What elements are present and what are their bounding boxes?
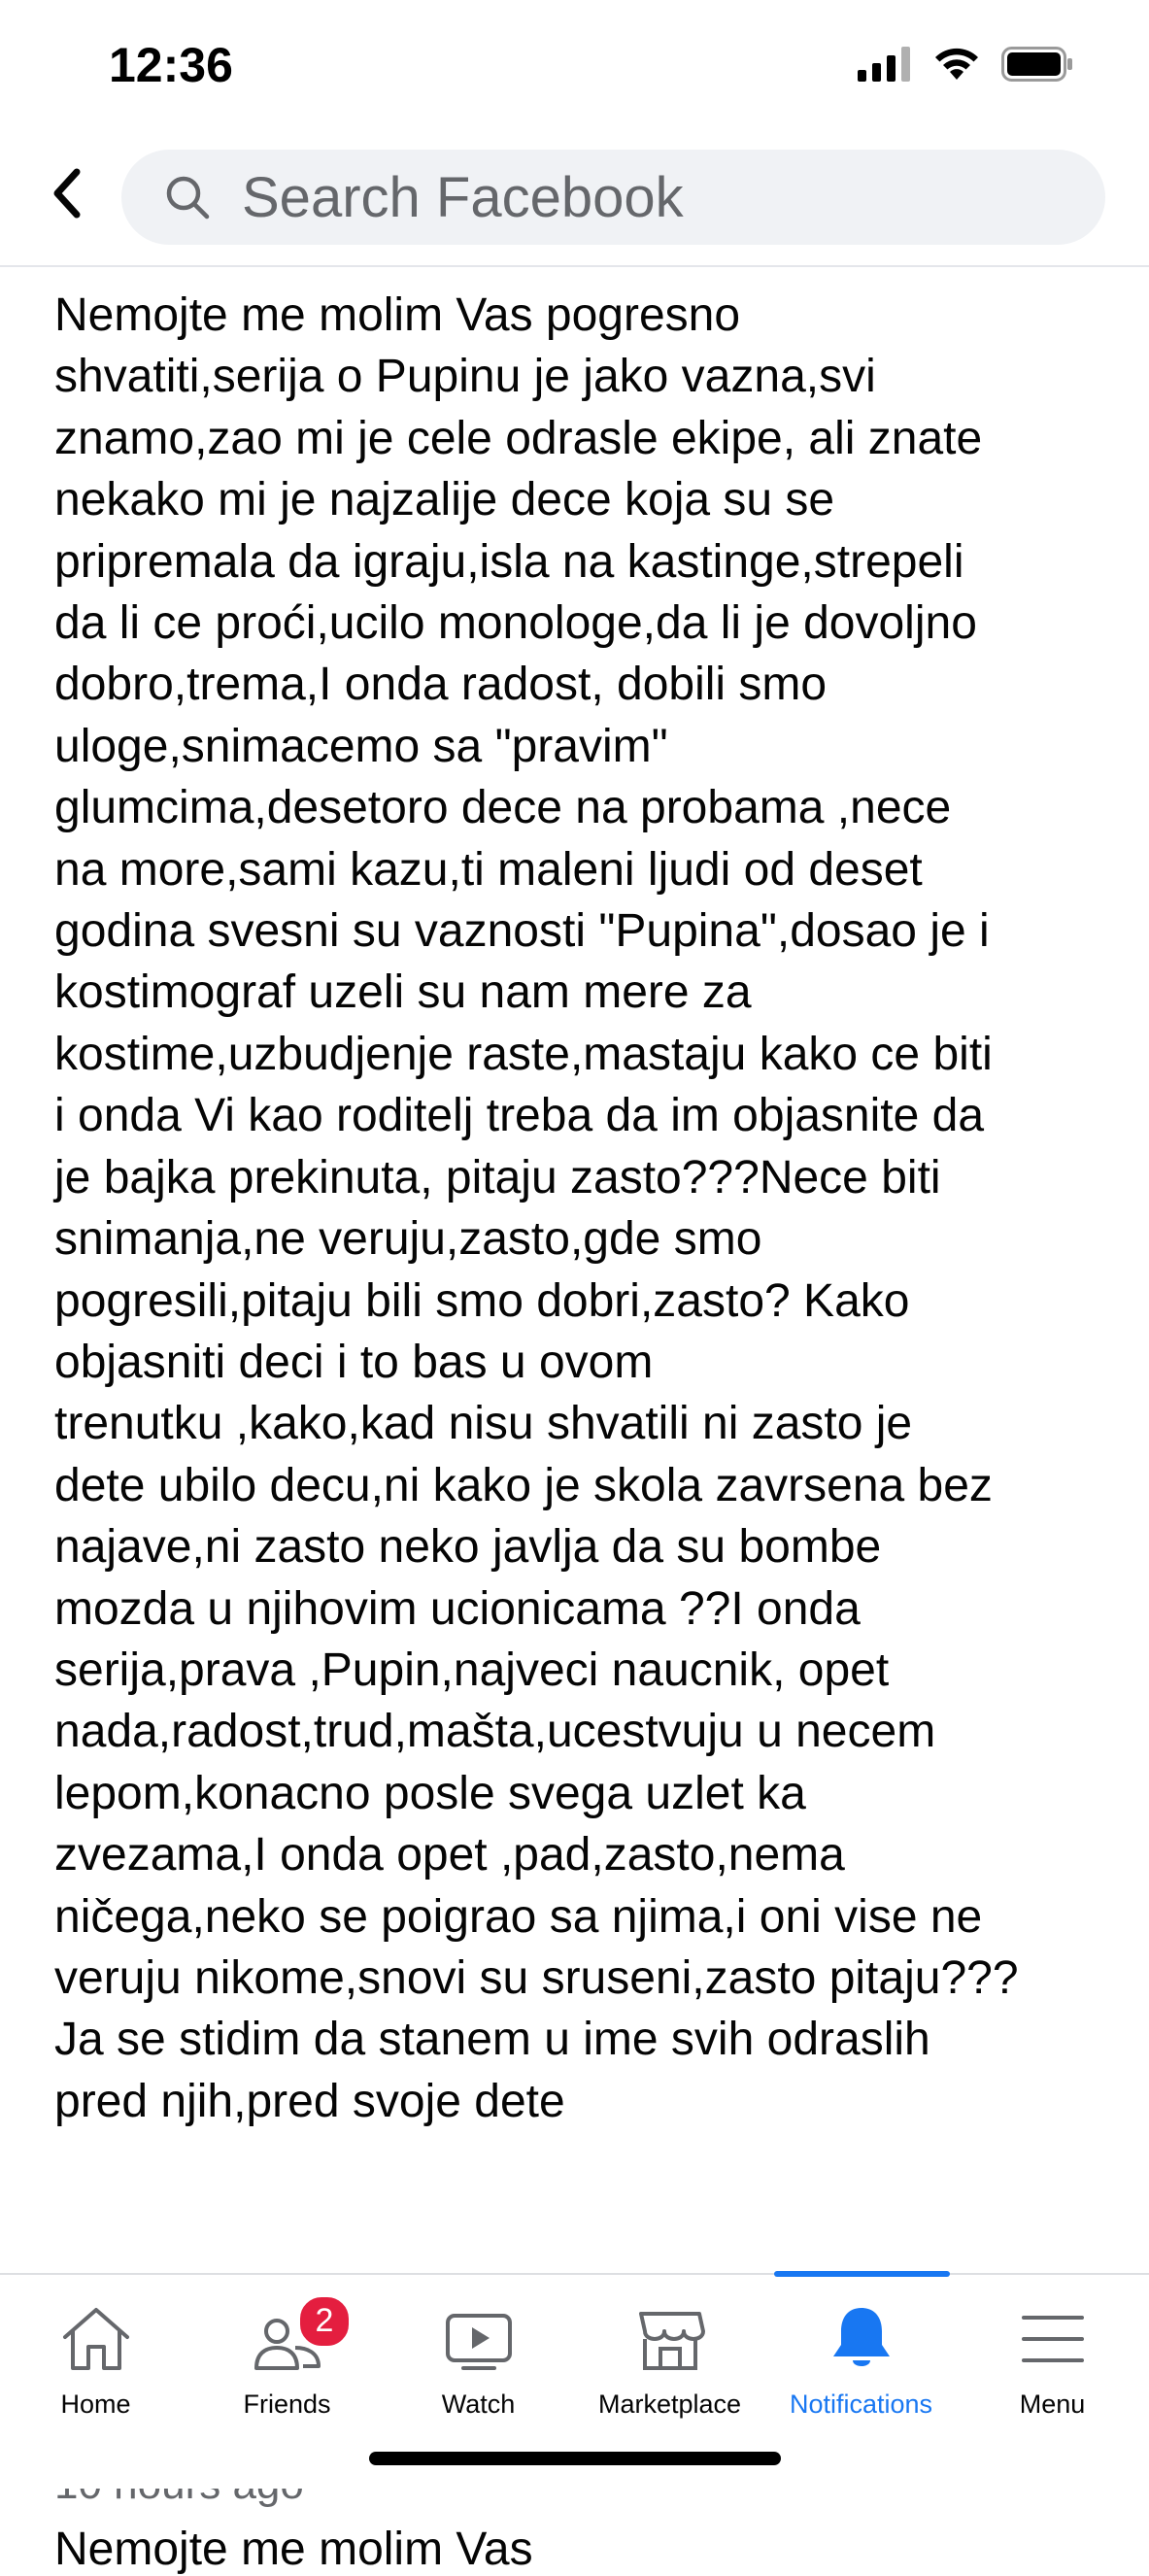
nav-watch[interactable]	[383, 2275, 574, 2421]
status-bar	[0, 0, 1149, 136]
status-icons	[858, 45, 1073, 84]
search-input[interactable]	[242, 165, 1058, 230]
search-box[interactable]	[121, 150, 1105, 245]
next-post-preview: Nemojte me molim Vas	[54, 2524, 533, 2575]
back-button[interactable]	[37, 159, 95, 227]
nav-marketplace[interactable]	[574, 2275, 765, 2421]
nav-notifications[interactable]	[765, 2275, 957, 2421]
menu-icon	[1016, 2304, 1090, 2374]
nav-friends[interactable]	[191, 2275, 383, 2421]
bell-icon	[825, 2304, 898, 2374]
search-icon	[162, 172, 213, 222]
status-time: 12:36	[109, 38, 233, 92]
nav-menu-label: Menu	[1019, 2390, 1086, 2419]
wifi-icon	[933, 47, 980, 82]
home-indicator[interactable]	[369, 2452, 781, 2465]
friends-badge: 2	[297, 2294, 352, 2349]
watch-icon	[442, 2304, 516, 2374]
home-icon	[59, 2304, 133, 2374]
post-text: Nemojte me molim Vas pogresno shvatiti,serija o Pupinu je jako vazna,svi znamo,zao mi je cele odrasle ekipe, ali znate nekako mi je najzalije dece koja su se pripremala da igraju,isla na kastinge,strepeli da li ce proći,ucilo monologe,da li je dovoljno dobro,trema,I onda radost, dobili smo uloge,snimacemo sa "pravim" glumcima,desetoro dece na probama ,nece na more,sami kazu,ti maleni ljudi od deset godina svesni su vaznosti "Pupina",dosao je i kostimograf uzeli su nam mere za kostime,uzbudjenje raste,mastaju kako ce biti i onda Vi kao roditelj treba da im objasnite da je bajka prekinuta, pitaju zasto???Nece biti snimanja,ne veruju,zasto,gde smo pogresili,pitaju bili smo dobri,zasto? Kako objasniti deci i to bas u ovom trenutku ,kako,kad nisu shvatili ni zasto je dete ubilo decu,ni kako je skola zavrsena bez najave,ni zasto neko javlja da su bombe mozda u njihovim ucionicama ??I onda serija,prava ,Pupin,najveci naucnik, opet nada,radost,trud,mašta,ucestvuju u necem lepom,konacno posle svega uzlet ka zvezama,I onda opet ,pad,zasto,nema ničega,neko se poigrao sa njima,i oni vise ne veruju nikome,snovi su sruseni,zasto pitaju??? Ja se stidim da stanem u ime svih odraslih pred njih,pred svoje dete	[54, 289, 1019, 2127]
nav-home[interactable]	[0, 2275, 191, 2421]
nav-watch-label: Watch	[441, 2390, 516, 2419]
nav-notifications-label: Notifications	[789, 2390, 933, 2419]
nav-friends-label: Friends	[243, 2390, 331, 2419]
nav-home-label: Home	[60, 2390, 131, 2419]
cellular-signal-icon	[858, 47, 912, 82]
marketplace-icon	[633, 2304, 707, 2374]
battery-icon	[1001, 47, 1073, 82]
chevron-left-icon	[50, 168, 83, 219]
search-header	[0, 136, 1149, 267]
nav-marketplace-label: Marketplace	[597, 2390, 742, 2419]
nav-menu[interactable]	[957, 2275, 1148, 2421]
